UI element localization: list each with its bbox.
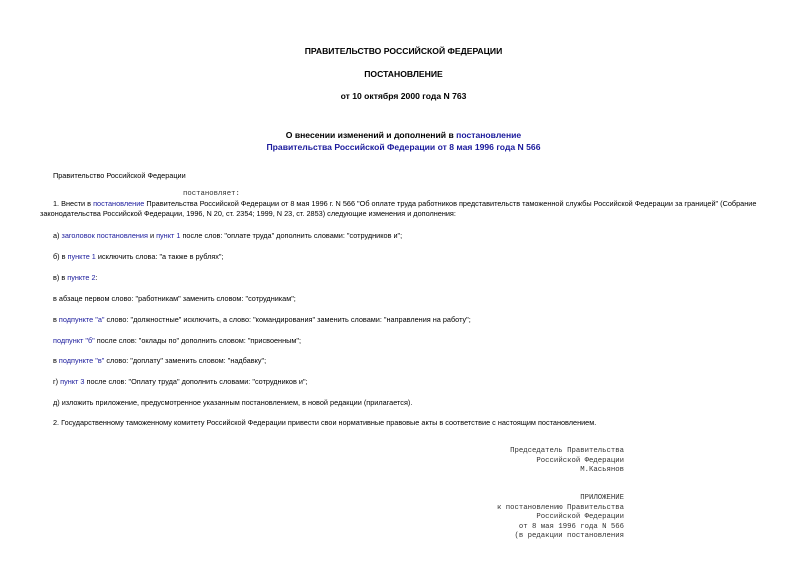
p1-link-decree[interactable]: постановление	[93, 199, 145, 208]
item-b	[53, 252, 224, 261]
subject-link-decree[interactable]: постановление	[456, 130, 522, 140]
doc-type-heading: ПОСТАНОВЛЕНИЕ	[364, 69, 443, 79]
date-number-heading: от 10 октября 2000 года N 763	[340, 91, 467, 101]
item-a-and: и	[147, 231, 157, 240]
appendix-date: от 8 мая 1996 года N 566	[518, 522, 624, 531]
item-a-link-point-1[interactable]: пункт 1	[156, 231, 181, 240]
subject-link-government-decree[interactable]: Правительства Российской Федерации от 8 мая 1996 года N 566	[266, 142, 541, 152]
item-v	[53, 273, 98, 282]
item-g-suffix: после слов: "Оплату труда" дополнить словами: "сотрудников и";	[84, 377, 308, 386]
signature-block	[510, 447, 624, 476]
item-v-4	[53, 356, 266, 365]
appendix-country: Российской Федерации	[536, 513, 624, 522]
item-a	[53, 231, 402, 240]
item-a-prefix: а)	[53, 231, 62, 240]
item-d: д) изложить приложение, предусмотренное указанным постановлением, в новой редакции (прилагается).	[53, 398, 413, 407]
item-v-3	[53, 336, 301, 345]
item-v-1: в абзаце первом слово: "работникам" заменить словом: "сотрудникам";	[53, 294, 296, 303]
item-a-suffix: после слов: "оплате труда" дополнить словами: "сотрудников и";	[180, 231, 403, 240]
paragraph-1-line-2: законодательства Российской Федерации, 1996, N 20, ст. 2354; 1999, N 23, ст. 2853) следующие изменения и дополнения:	[40, 209, 456, 218]
item-b-link-point-1[interactable]: пункте 1	[67, 252, 96, 261]
item-v-link-point-2[interactable]: пункте 2	[67, 273, 96, 282]
paragraph-1-line-1	[53, 199, 756, 208]
item-v4-link-subpoint-v[interactable]: подпункте "в"	[58, 356, 105, 365]
appendix-edition: (в редакции постановления	[514, 532, 624, 541]
item-v3-suffix: после слов: "оклады по" дополнить словом: "присвоенным";	[94, 336, 301, 345]
item-v2-prefix: в	[53, 315, 59, 324]
item-v2-link-subpoint-a[interactable]: подпункте "а"	[58, 315, 105, 324]
item-b-prefix: б) в	[53, 252, 68, 261]
p1-middle: Правительства Российской Федерации от 8 мая 1996 г. N 566 "Об оплате труда работников представительств таможенной службы Российской Федерации за границей" (Собрание	[144, 199, 757, 208]
item-v4-suffix: слово: "доплату" заменить словом: "надбавку";	[104, 356, 267, 365]
item-g	[53, 377, 308, 386]
issuer-text: Правительство Российской Федерации	[53, 171, 186, 180]
subject-line-1	[0, 129, 807, 141]
item-v4-prefix: в	[53, 356, 59, 365]
item-b-suffix: исключить слова: "а также в рублях";	[95, 252, 224, 261]
item-g-link-point-3[interactable]: пункт 3	[60, 377, 85, 386]
appendix-to-decree: к постановлению Правительства	[497, 503, 624, 512]
document-subject	[0, 129, 807, 153]
item-g-prefix: г)	[53, 377, 61, 386]
item-v-suffix: :	[95, 273, 98, 282]
p1-prefix: 1. Внести в	[53, 199, 94, 208]
signature-name: М.Касьянов	[580, 466, 624, 475]
decrees-text: постановляет:	[183, 190, 240, 198]
appendix-block	[497, 494, 624, 542]
signature-title: Председатель Правительства	[510, 447, 624, 455]
item-a-link-title[interactable]: заголовок постановления	[61, 231, 148, 240]
subject-prefix: О внесении изменений и дополнений в	[285, 130, 457, 140]
signature-country: Российской Федерации	[536, 456, 624, 465]
item-v2-suffix: слово: "должностные" исключить, а слово: "командирования" заменить словами: "направления на работу";	[104, 315, 471, 324]
item-v3-link-subpoint-b[interactable]: подпункт "б"	[53, 336, 95, 345]
item-v-2	[53, 315, 471, 324]
government-heading: ПРАВИТЕЛЬСТВО РОССИЙСКОЙ ФЕДЕРАЦИИ	[304, 46, 503, 56]
paragraph-2: 2. Государственному таможенному комитету Российской Федерации привести свои нормативные правовые акты в соответствие с настоящим постановлением.	[53, 418, 597, 427]
appendix-title: ПРИЛОЖЕНИЕ	[580, 494, 624, 502]
item-v-prefix: в) в	[53, 273, 68, 282]
